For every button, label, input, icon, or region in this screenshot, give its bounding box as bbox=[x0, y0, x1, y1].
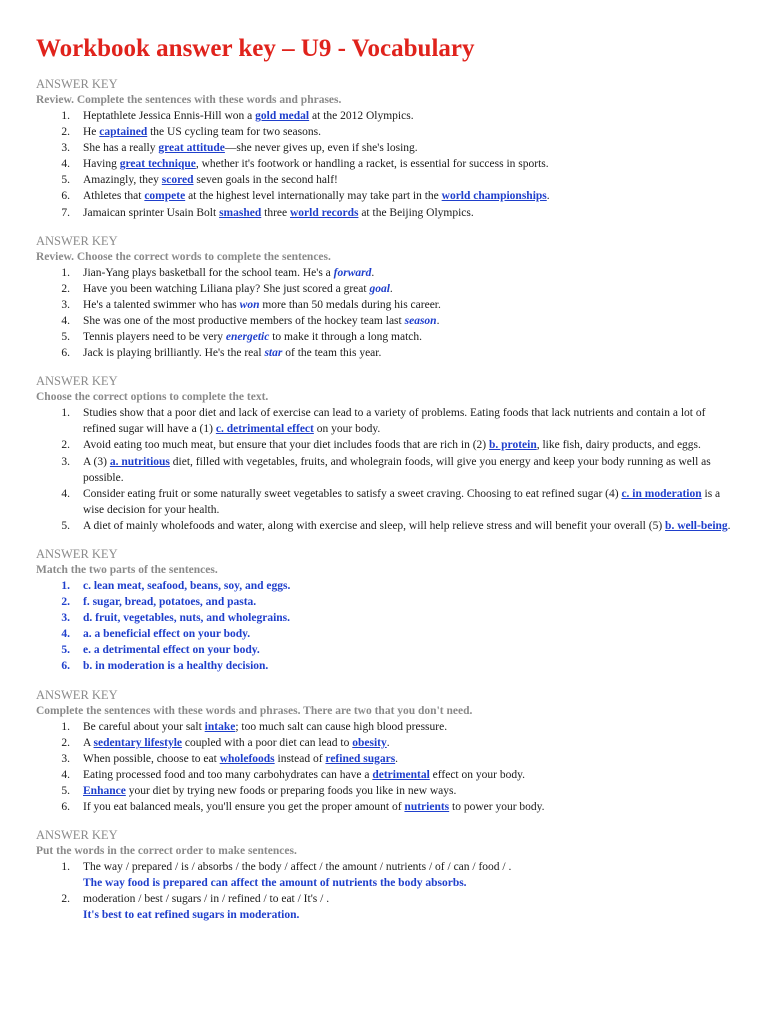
page-title: Workbook answer key – U9 - Vocabulary bbox=[36, 35, 475, 62]
list-item: 2. Have you been watching Liliana play? She just scored a great goal. bbox=[61, 282, 393, 295]
answer: smashed bbox=[219, 206, 262, 219]
section-1 bbox=[36, 76, 732, 221]
answer: b. protein bbox=[489, 439, 537, 452]
section-heading: ANSWER KEY bbox=[36, 546, 118, 561]
answer: a. nutritious bbox=[109, 455, 170, 468]
list-item: 1. The way / prepared / is / absorbs / the body / affect / the amount / nutrients / of / can / food / . The way food is prepared can affect the amount of nutrients the body absorbs. bbox=[36, 859, 732, 891]
list-item: 5. e. a detrimental effect on your body. bbox=[61, 644, 260, 657]
list-item: 5. Amazingly, they scored seven goals in the second half! bbox=[61, 174, 338, 187]
answer-list bbox=[36, 108, 732, 221]
list-item: 1. c. lean meat, seafood, beans, soy, and eggs. bbox=[61, 579, 291, 592]
answer: scored bbox=[161, 174, 194, 187]
list-item: 1. Heptathlete Jessica Ennis-Hill won a gold medal at the 2012 Olympics. bbox=[61, 110, 414, 122]
answer: b. well-being bbox=[665, 519, 728, 532]
list-item: 6. If you eat balanced meals, you'll ensure you get the proper amount of nutrients to power your body. bbox=[61, 801, 545, 813]
list-item: 4. a. a beneficial effect on your body. bbox=[61, 628, 251, 641]
section-3 bbox=[36, 373, 732, 534]
answer: sedentary lifestyle bbox=[93, 736, 183, 749]
section-instruction: Put the words in the correct order to make sentences. bbox=[36, 845, 297, 858]
answer: season bbox=[404, 314, 437, 327]
list-item: 7. Jamaican sprinter Usain Bolt smashed three world records at the Beijing Olympics. bbox=[61, 206, 474, 219]
answer: world records bbox=[289, 206, 359, 219]
list-item: 1. Jian-Yang plays basketball for the school team. He's a forward. bbox=[61, 266, 375, 279]
answer: energetic bbox=[225, 331, 270, 344]
section-heading: ANSWER KEY bbox=[36, 233, 118, 248]
list-item: 4. She was one of the most productive members of the hockey team last season. bbox=[61, 314, 440, 327]
answer-list bbox=[36, 859, 732, 923]
section-instruction: Review. Complete the sentences with these words and phrases. bbox=[36, 94, 342, 106]
list-item: 2. Avoid eating too much meat, but ensure that your diet includes foods that are rich in (2) b. protein, like fish, dairy products, and eggs. bbox=[61, 439, 701, 452]
list-item: 4. Eating processed food and too many carbohydrates can have a detrimental effect on your body. bbox=[61, 768, 525, 781]
section-instruction: Match the two parts of the sentences. bbox=[36, 563, 218, 576]
section-heading: ANSWER KEY bbox=[36, 687, 118, 702]
section-instruction: Review. Choose the correct words to complete the sentences. bbox=[36, 250, 331, 263]
answer: world championships bbox=[441, 190, 547, 203]
answer: forward bbox=[333, 266, 372, 279]
list-item: 3. When possible, choose to eat wholefoods instead of refined sugars. bbox=[61, 752, 399, 765]
list-item: 1. Be careful about your salt intake; too much salt can cause high blood pressure. bbox=[61, 720, 448, 733]
answer: It's best to eat refined sugars in moderation. bbox=[83, 909, 300, 922]
answer: great technique bbox=[119, 158, 196, 171]
answer: compete bbox=[144, 190, 186, 203]
list-item: 3. He's a talented swimmer who has won more than 50 medals during his career. bbox=[61, 298, 441, 311]
scrambled-words: moderation / best / sugars / in / refined / to eat / It's / . bbox=[83, 893, 330, 906]
answer-list bbox=[36, 405, 732, 534]
answer: captained bbox=[99, 126, 148, 139]
answer: goal bbox=[369, 282, 390, 295]
list-item: 2. A sedentary lifestyle coupled with a poor diet can lead to obesity. bbox=[61, 736, 390, 749]
answer: won bbox=[239, 298, 260, 311]
list-item: 6. b. in moderation is a healthy decision. bbox=[61, 660, 269, 673]
section-instruction: Complete the sentences with these words and phrases. There are two that you don't need. bbox=[36, 704, 473, 717]
section-heading: ANSWER KEY bbox=[36, 374, 118, 389]
section-instruction: Choose the correct options to complete the text. bbox=[36, 391, 269, 404]
answer: gold medal bbox=[255, 110, 310, 122]
answer: c. in moderation bbox=[621, 487, 702, 500]
answer: The way food is prepared can affect the amount of nutrients the body absorbs. bbox=[83, 877, 467, 890]
list-item: 5. Enhance your diet by trying new foods or preparing foods you like in new ways. bbox=[61, 784, 457, 797]
answer-list bbox=[36, 578, 732, 675]
section-heading: ANSWER KEY bbox=[36, 77, 118, 91]
answer-list bbox=[36, 719, 732, 816]
list-item: 4. Having great technique, whether it's footwork or handling a racket, is essential for success in sports. bbox=[61, 158, 549, 171]
section-heading: ANSWER KEY bbox=[36, 828, 118, 843]
list-item: 2. moderation / best / sugars / in / refined / to eat / It's / . It's best to eat refined sugars in moderation. bbox=[36, 891, 732, 923]
list-item: 3. She has a really great attitude—she never gives up, even if she's losing. bbox=[61, 142, 418, 155]
answer: wholefoods bbox=[219, 752, 275, 765]
list-item: 2. He captained the US cycling team for two seasons. bbox=[61, 126, 321, 139]
scrambled-words: The way / prepared / is / absorbs / the body / affect / the amount / nutrients / of / can / food / . bbox=[83, 861, 512, 874]
answer: nutrients bbox=[404, 801, 450, 813]
list-item: 5. A diet of mainly wholefoods and water, along with exercise and sleep, will help relieve stress and will benefit your overall (5) b. well-being. bbox=[61, 519, 731, 532]
list-item: 5. Tennis players need to be very energetic to make it through a long match. bbox=[61, 331, 423, 344]
list-item: 6. Jack is playing brilliantly. He's the real star of the team this year. bbox=[61, 347, 382, 360]
list-item: 2. f. sugar, bread, potatoes, and pasta. bbox=[61, 596, 257, 609]
list-item: 1. Studies show that a poor diet and lack of exercise can lead to a variety of problems. Eating foods that lack nutrients and contain a lot of refined sugar will have a (1) c. detrimental effect on your body. bbox=[61, 407, 706, 436]
answer: great attitude bbox=[158, 142, 225, 155]
section-2 bbox=[36, 233, 732, 362]
answer: star bbox=[264, 347, 283, 360]
list-item: 4. Consider eating fruit or some naturally sweet vegetables to satisfy a sweet craving. Choosing to eat refined sugar (4) c. in moderation is a wise decision for your health. bbox=[61, 487, 721, 516]
answer: intake bbox=[204, 720, 236, 733]
list-item: 3. d. fruit, vegetables, nuts, and wholegrains. bbox=[61, 612, 291, 625]
list-item: 3. A (3) a. nutritious diet, filled with vegetables, fruits, and wholegrain foods, will give you energy and keep your body running as well as possible. bbox=[61, 455, 711, 484]
answer-list bbox=[36, 265, 732, 362]
answer: detrimental bbox=[372, 768, 430, 781]
answer: refined sugars bbox=[325, 752, 396, 765]
list-item: 6. Athletes that compete at the highest level internationally may take part in the world championships. bbox=[61, 190, 550, 203]
answer: Enhance bbox=[83, 784, 126, 797]
answer: obesity bbox=[352, 736, 387, 749]
section-6 bbox=[36, 827, 732, 923]
answer: c. detrimental effect bbox=[215, 423, 314, 436]
section-5 bbox=[36, 687, 732, 816]
section-4 bbox=[36, 546, 732, 675]
